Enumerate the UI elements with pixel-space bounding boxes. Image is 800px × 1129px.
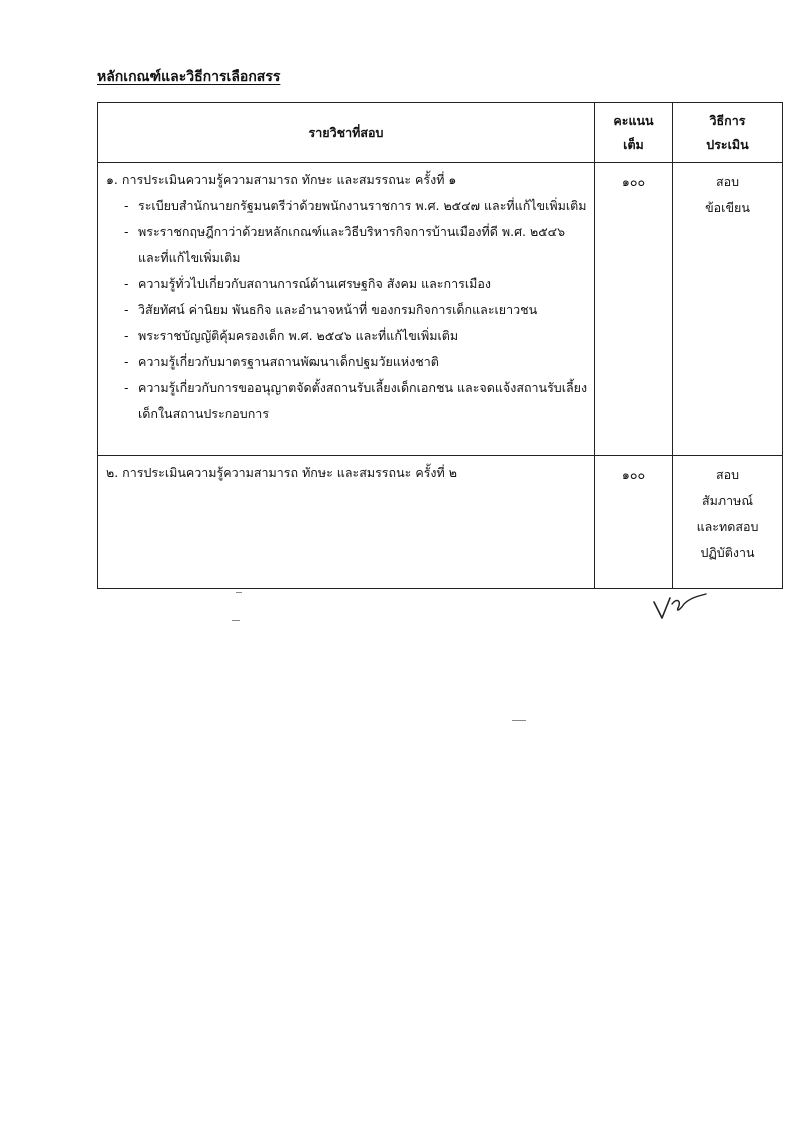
table-row	[98, 163, 783, 456]
method-line: สอบ	[715, 467, 740, 482]
scan-speck	[232, 620, 240, 621]
table-row	[98, 456, 783, 589]
list-item: - ระเบียบสำนักนายกรัฐมนตรีว่าด้วยพนักงานราชการ พ.ศ. ๒๕๔๗ และที่แก้ไขเพิ่มเติม	[124, 193, 588, 219]
method-cell	[673, 163, 783, 456]
scan-speck	[512, 720, 526, 721]
method-line: ปฏิบัติงาน	[700, 545, 755, 560]
subject-cell	[98, 456, 595, 589]
list-item: - พระราชบัญญัติคุ้มครองเด็ก พ.ศ. ๒๕๔๖ และที่แก้ไขเพิ่มเติม	[124, 323, 588, 349]
score-cell: ๑๐๐	[595, 163, 673, 456]
header-method	[673, 103, 783, 163]
header-score	[595, 103, 673, 163]
list-item: - ความรู้เกี่ยวกับมาตรฐานสถานพัฒนาเด็กปฐมวัยแห่งชาติ	[124, 349, 588, 375]
subject-cell	[98, 163, 595, 456]
criteria-table	[97, 102, 783, 589]
header-method-line1: วิธีการ	[709, 112, 746, 128]
header-score-line2: เต็ม	[623, 136, 644, 152]
handwritten-initial-mark	[650, 588, 710, 624]
list-item: - วิสัยทัศน์ ค่านิยม พันธกิจ และอำนาจหน้าที่ ของกรมกิจการเด็กและเยาวชน	[124, 297, 588, 323]
header-method-line2: ประเมิน	[706, 136, 749, 152]
method-line: ข้อเขียน	[705, 200, 750, 215]
header-subject: รายวิชาที่สอบ	[98, 103, 595, 163]
section-title: ๒. การประเมินความรู้ความสามารถ ทักษะ และสมรรถนะ ครั้งที่ ๒	[106, 465, 457, 480]
page-heading: หลักเกณฑ์และวิธีการเลือกสรร	[97, 69, 281, 85]
section-title: ๑. การประเมินความรู้ความสามารถ ทักษะ และสมรรถนะ ครั้งที่ ๑	[106, 172, 457, 187]
method-line: สอบ	[715, 174, 740, 189]
subject-list	[106, 193, 588, 427]
table-header-row	[98, 103, 783, 163]
header-score-line1: คะแนน	[613, 112, 654, 128]
list-item: - พระราชกฤษฎีกาว่าด้วยหลักเกณฑ์และวิธีบริหารกิจการบ้านเมืองที่ดี พ.ศ. ๒๕๔๖ และที่แก้ไขเพิ่มเติม	[124, 219, 588, 271]
scan-speck	[236, 592, 242, 593]
method-cell	[673, 456, 783, 589]
list-item: - ความรู้ทั่วไปเกี่ยวกับสถานการณ์ด้านเศรษฐกิจ สังคม และการเมือง	[124, 271, 588, 297]
method-line: สัมภาษณ์	[702, 493, 753, 508]
method-line: และทดสอบ	[696, 519, 759, 534]
list-item: - ความรู้เกี่ยวกับการขออนุญาตจัดตั้งสถานรับเลี้ยงเด็กเอกชน และจดแจ้งสถานรับเลี้ยงเด็กในสถานประกอบการ	[124, 375, 588, 427]
score-cell: ๑๐๐	[595, 456, 673, 589]
